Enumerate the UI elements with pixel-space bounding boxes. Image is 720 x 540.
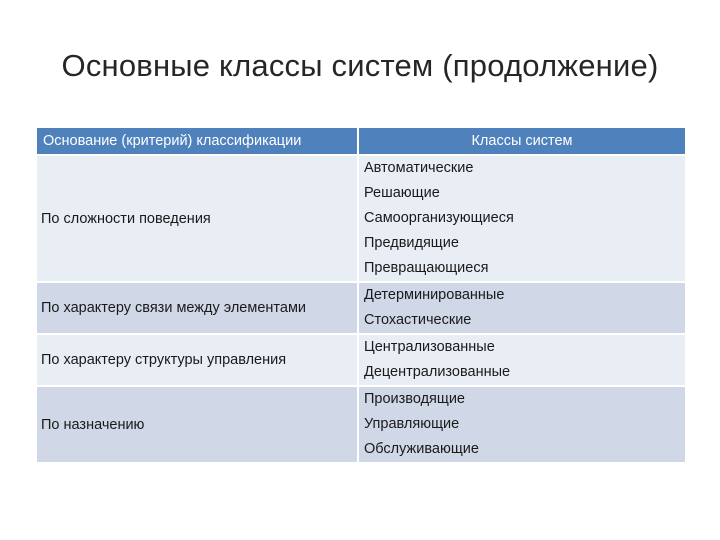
header-classes: Классы систем (358, 128, 685, 155)
class-item: Управляющие (364, 416, 460, 432)
criterion-cell: По назначению (37, 386, 358, 462)
class-item: Стохастические (364, 312, 472, 328)
criterion-cell: По характеру связи между элементами (37, 282, 358, 334)
class-item: Детерминированные (364, 287, 505, 303)
table-row (37, 282, 685, 334)
class-item: Превращающиеся (364, 260, 489, 276)
table-row (37, 334, 685, 386)
class-item: Обслуживающие (364, 441, 479, 457)
table-row (37, 386, 685, 462)
classes-cell (358, 386, 685, 462)
class-item: Предвидящие (364, 235, 459, 251)
class-item: Производящие (364, 391, 465, 407)
classification-table (37, 128, 685, 462)
classes-cell (358, 334, 685, 386)
classes-cell (358, 155, 685, 282)
slide-title: Основные классы систем (продолжение) (61, 48, 659, 83)
criterion-cell: По характеру структуры управления (37, 334, 358, 386)
class-item: Децентрализованные (364, 364, 511, 380)
class-item: Централизованные (364, 339, 495, 355)
class-item: Решающие (364, 185, 440, 201)
class-item: Автоматические (364, 160, 474, 176)
table-header-row (37, 128, 685, 155)
classes-cell (358, 282, 685, 334)
header-criterion: Основание (критерий) классификации (37, 128, 358, 155)
class-item: Самоорганизующиеся (364, 210, 514, 226)
criterion-cell: По сложности поведения (37, 155, 358, 282)
table-row (37, 155, 685, 282)
